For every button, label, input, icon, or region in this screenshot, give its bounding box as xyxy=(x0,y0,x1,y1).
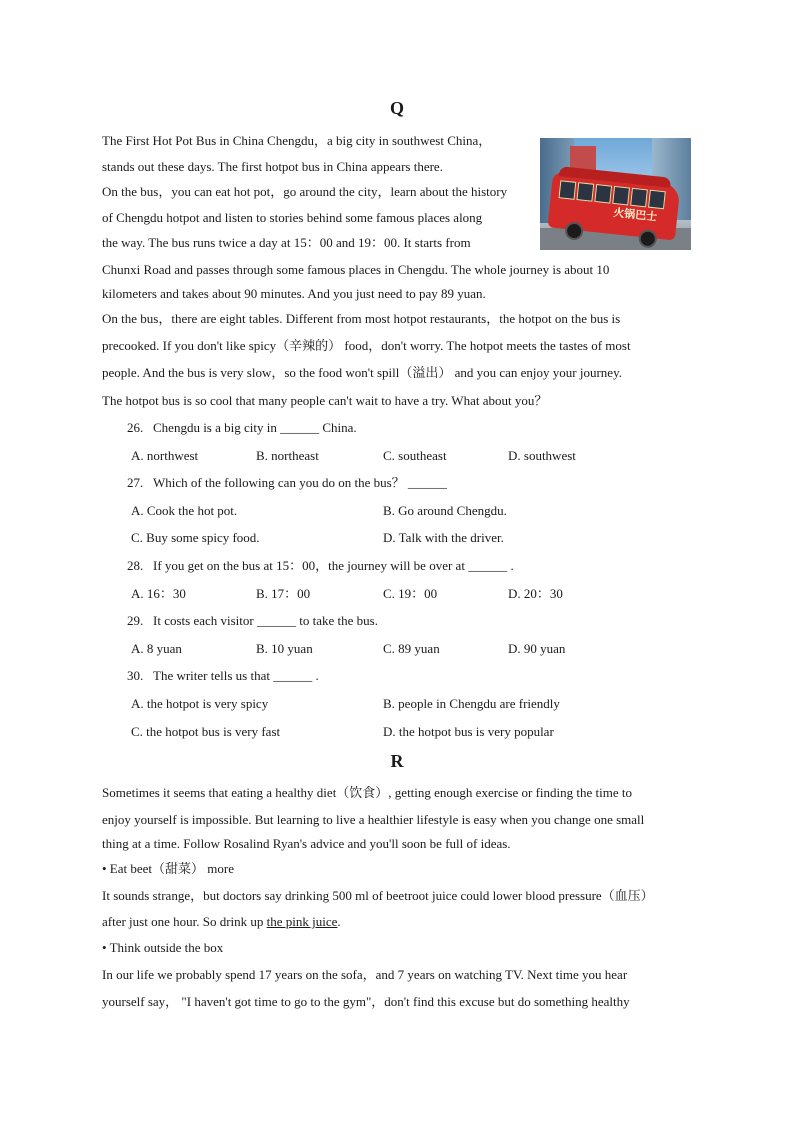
option-a[interactable]: A. the hotpot is very spicy xyxy=(131,696,269,711)
bus-sign: 火锅巴士 xyxy=(612,206,658,224)
option-b[interactable]: B. 10 yuan xyxy=(256,641,313,656)
option-b[interactable]: B. Go around Chengdu. xyxy=(383,503,507,518)
option-d[interactable]: D. 20：30 xyxy=(508,586,563,601)
answer-blank[interactable]: ______ xyxy=(280,420,320,435)
option-c[interactable]: C. southeast xyxy=(383,448,447,463)
passage-line: Chunxi Road and passes through some famous places in Chengdu. The whole journey is about 10 xyxy=(102,262,610,277)
question-28: 28. If you get on the bus at 15：00，the journey will be over at ______ . xyxy=(127,558,514,573)
passage-line: of Chengdu hotpot and listen to stories behind some famous places along xyxy=(102,210,483,225)
option-a[interactable]: A. Cook the hot pot. xyxy=(131,503,238,518)
underlined-phrase: the pink juice xyxy=(266,914,338,929)
bullet-heading: • Eat beet（甜菜） more xyxy=(102,861,234,876)
option-c[interactable]: C. the hotpot bus is very fast xyxy=(131,724,281,739)
option-c[interactable]: C. 19：00 xyxy=(383,586,438,601)
question-30: 30. The writer tells us that ______ . xyxy=(127,668,319,683)
answer-blank[interactable]: ______ xyxy=(256,613,296,628)
option-c[interactable]: C. 89 yuan xyxy=(383,641,440,656)
question-29: 29. It costs each visitor ______ to take the bus. xyxy=(127,613,378,628)
passage-line: yourself say， "I haven't got time to go to the gym"，don't find this excuse but do something healthy xyxy=(102,994,630,1009)
passage-line: On the bus，you can eat hot pot，go around the city，learn about the history xyxy=(102,184,508,199)
question-27: 27. Which of the following can you do on the bus？ ______ xyxy=(127,475,447,490)
passage-line: In our life we probably spend 17 years on the sofa，and 7 years on watching TV. Next time you hear xyxy=(102,967,628,982)
passage-line: precooked. If you don't like spicy（辛辣的） food，don't worry. The hotpot meets the tastes of most xyxy=(102,338,631,353)
passage-line: It sounds strange，but doctors say drinking 500 ml of beetroot juice could lower blood pressure（血压） xyxy=(102,888,654,903)
option-d[interactable]: D. southwest xyxy=(508,448,576,463)
option-b[interactable]: B. northeast xyxy=(256,448,319,463)
passage-line: The hotpot bus is so cool that many people can't wait to have a try. What about you？ xyxy=(102,393,548,408)
hotpot-bus-photo xyxy=(540,138,691,250)
passage-line: after just one hour. So drink up the pink juice. xyxy=(102,914,341,929)
passage-line: thing at a time. Follow Rosalind Ryan's advice and you'll soon be full of ideas. xyxy=(102,836,511,851)
passage-line: kilometers and takes about 90 minutes. And you just need to pay 89 yuan. xyxy=(102,286,486,301)
answer-blank[interactable]: ______ xyxy=(273,668,313,683)
option-d[interactable]: D. 90 yuan xyxy=(508,641,566,656)
answer-blank[interactable]: ______ xyxy=(468,558,508,573)
question-26: 26. Chengdu is a big city in ______ China. xyxy=(127,420,357,435)
option-a[interactable]: A. northwest xyxy=(131,448,199,463)
option-d[interactable]: D. the hotpot bus is very popular xyxy=(383,724,554,739)
option-b[interactable]: B. 17：00 xyxy=(256,586,311,601)
answer-blank[interactable]: ______ xyxy=(407,475,447,490)
passage-line: stands out these days. The first hotpot bus in China appears there. xyxy=(102,159,443,174)
passage-line: people. And the bus is very slow，so the food won't spill（溢出） and you can enjoy your journey. xyxy=(102,365,622,380)
section-r-title: R xyxy=(390,751,404,771)
passage-line: Sometimes it seems that eating a healthy diet（饮食）, getting enough exercise or finding the time to xyxy=(102,785,632,800)
option-c[interactable]: C. Buy some spicy food. xyxy=(131,530,260,545)
section-q-title: Q xyxy=(389,98,404,118)
passage-line: the way. The bus runs twice a day at 15：00 and 19：00. It starts from xyxy=(102,235,471,250)
passage-line: enjoy yourself is impossible. But learning to live a healthier lifestyle is easy when you change one small xyxy=(102,812,645,827)
bullet-heading: • Think outside the box xyxy=(102,940,224,955)
option-a[interactable]: A. 16：30 xyxy=(131,586,186,601)
option-d[interactable]: D. Talk with the driver. xyxy=(383,530,504,545)
passage-line: On the bus，there are eight tables. Different from most hotpot restaurants，the hotpot on the bus is xyxy=(102,311,621,326)
option-a[interactable]: A. 8 yuan xyxy=(131,641,182,656)
option-b[interactable]: B. people in Chengdu are friendly xyxy=(383,696,560,711)
passage-line: The First Hot Pot Bus in China Chengdu，a big city in southwest China， xyxy=(102,133,492,148)
